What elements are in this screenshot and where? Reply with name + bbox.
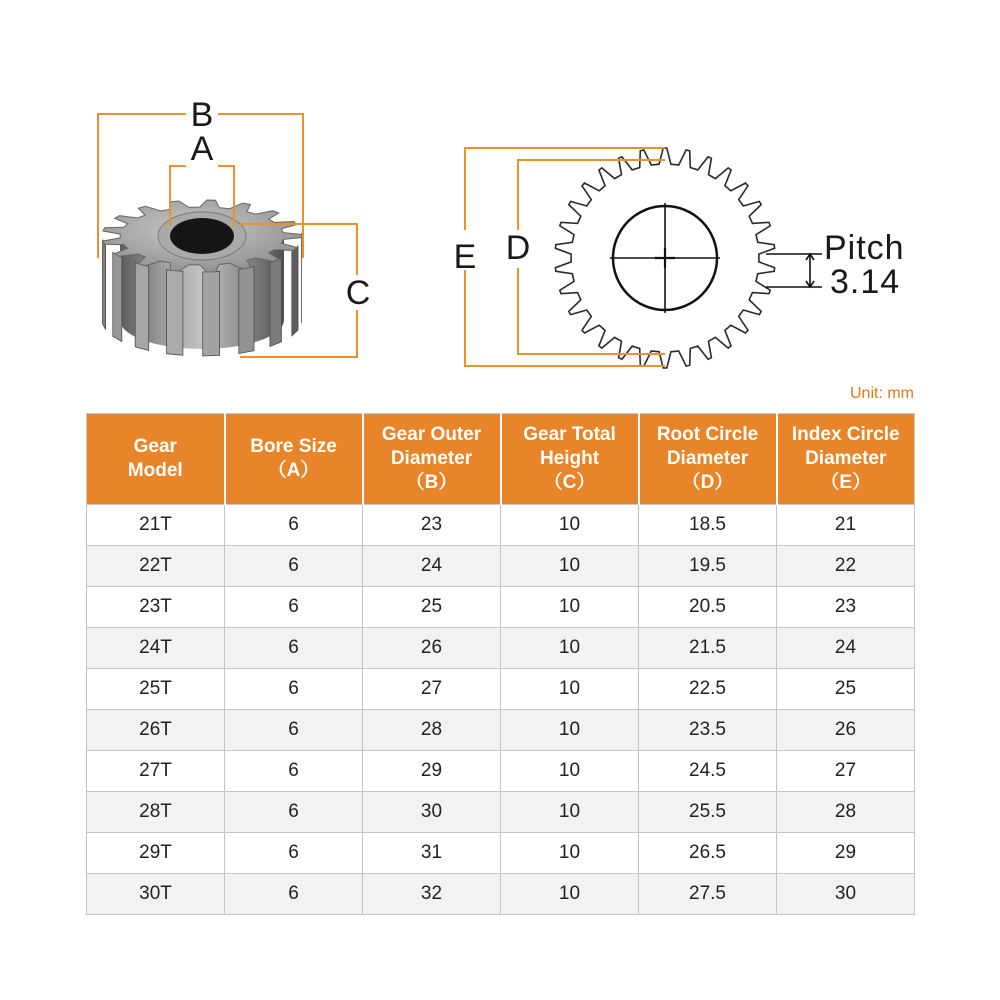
gear-drawing bbox=[555, 148, 774, 368]
table-cell: 29 bbox=[777, 833, 915, 874]
label-a: A bbox=[190, 130, 214, 168]
table-cell: 30 bbox=[363, 792, 501, 833]
table-row bbox=[87, 833, 915, 874]
gear-bore-hole bbox=[170, 218, 234, 254]
table-cell: 28 bbox=[777, 792, 915, 833]
dimension-line-d-top bbox=[518, 160, 665, 230]
table-cell: 19.5 bbox=[639, 546, 777, 587]
column-header bbox=[87, 414, 225, 505]
table-cell: 27 bbox=[777, 751, 915, 792]
table-cell: 25 bbox=[777, 669, 915, 710]
table-cell: 28T bbox=[87, 792, 225, 833]
gear-spec-table bbox=[86, 413, 915, 915]
table-cell: 21T bbox=[87, 505, 225, 546]
column-header bbox=[225, 414, 363, 505]
right-dimension-lines bbox=[465, 148, 665, 366]
table-row bbox=[87, 792, 915, 833]
table-cell: 30T bbox=[87, 874, 225, 915]
table-row bbox=[87, 505, 915, 546]
table-cell: 21.5 bbox=[639, 628, 777, 669]
column-header bbox=[777, 414, 915, 505]
table-cell: 6 bbox=[225, 833, 363, 874]
table-cell: 26 bbox=[363, 628, 501, 669]
table-cell: 10 bbox=[501, 874, 639, 915]
column-header-line: Gear Outer bbox=[381, 424, 482, 445]
table-cell: 24 bbox=[363, 546, 501, 587]
table-cell: 26T bbox=[87, 710, 225, 751]
table-cell: 6 bbox=[225, 505, 363, 546]
pitch-label: Pitch bbox=[824, 229, 905, 267]
table-header-row bbox=[87, 414, 915, 505]
column-header-line: Diameter bbox=[805, 448, 887, 469]
table-row bbox=[87, 874, 915, 915]
table-cell: 24.5 bbox=[639, 751, 777, 792]
column-header-line: Root Circle bbox=[656, 424, 759, 445]
table-cell: 26.5 bbox=[639, 833, 777, 874]
label-c: C bbox=[345, 274, 371, 312]
table-cell: 6 bbox=[225, 874, 363, 915]
table-cell: 23 bbox=[363, 505, 501, 546]
table-cell: 24T bbox=[87, 628, 225, 669]
table-row bbox=[87, 587, 915, 628]
column-header bbox=[501, 414, 639, 505]
table-cell: 29 bbox=[363, 751, 501, 792]
table-cell: 10 bbox=[501, 833, 639, 874]
column-header-line: Diameter bbox=[390, 448, 473, 469]
column-header bbox=[363, 414, 501, 505]
unit-label: Unit: mm bbox=[850, 385, 914, 402]
table-cell: 30 bbox=[777, 874, 915, 915]
table-cell: 10 bbox=[501, 628, 639, 669]
table-cell: 28 bbox=[363, 710, 501, 751]
dimension-line-d-bottom bbox=[518, 268, 665, 354]
table-row bbox=[87, 710, 915, 751]
table-cell: 27 bbox=[363, 669, 501, 710]
column-header-line: Bore Size bbox=[250, 436, 337, 457]
table-cell: 21 bbox=[777, 505, 915, 546]
table-cell: 18.5 bbox=[639, 505, 777, 546]
table-cell: 10 bbox=[501, 751, 639, 792]
table-cell: 23.5 bbox=[639, 710, 777, 751]
table-cell: 6 bbox=[225, 587, 363, 628]
label-b: B bbox=[190, 96, 214, 134]
column-header-line: （E） bbox=[820, 472, 872, 493]
column-header-line: Height bbox=[539, 448, 600, 469]
table-cell: 26 bbox=[777, 710, 915, 751]
column-header-line: Model bbox=[127, 460, 183, 481]
column-header-line: Gear Total bbox=[523, 424, 616, 445]
table-cell: 10 bbox=[501, 587, 639, 628]
dimension-line-e-bottom bbox=[465, 270, 665, 366]
table-cell: 6 bbox=[225, 751, 363, 792]
table-cell: 32 bbox=[363, 874, 501, 915]
table-cell: 10 bbox=[501, 505, 639, 546]
table-cell: 6 bbox=[225, 546, 363, 587]
table-cell: 24 bbox=[777, 628, 915, 669]
table-cell: 10 bbox=[501, 792, 639, 833]
table-row bbox=[87, 628, 915, 669]
gear-diagram bbox=[0, 0, 1000, 400]
table-row bbox=[87, 546, 915, 587]
table-row bbox=[87, 751, 915, 792]
table-body bbox=[87, 505, 915, 915]
table-cell: 22.5 bbox=[639, 669, 777, 710]
table-cell: 31 bbox=[363, 833, 501, 874]
table-row bbox=[87, 669, 915, 710]
table-cell: 6 bbox=[225, 628, 363, 669]
center-crosshair bbox=[610, 203, 720, 313]
table-cell: 25T bbox=[87, 669, 225, 710]
table-cell: 25 bbox=[363, 587, 501, 628]
column-header-line: （B） bbox=[405, 472, 458, 493]
table-cell: 23T bbox=[87, 587, 225, 628]
label-e: E bbox=[453, 238, 477, 276]
table-cell: 27T bbox=[87, 751, 225, 792]
table-cell: 10 bbox=[501, 669, 639, 710]
table-cell: 6 bbox=[225, 669, 363, 710]
table-cell: 10 bbox=[501, 710, 639, 751]
table-cell: 27.5 bbox=[639, 874, 777, 915]
column-header-line: （A） bbox=[267, 460, 320, 481]
table-cell: 6 bbox=[225, 710, 363, 751]
table-cell: 20.5 bbox=[639, 587, 777, 628]
table-cell: 23 bbox=[777, 587, 915, 628]
pitch-value: 3.14 bbox=[830, 263, 901, 301]
column-header-line: Index Circle bbox=[791, 424, 900, 445]
column-header-line: Gear bbox=[133, 436, 177, 457]
table-cell: 22 bbox=[777, 546, 915, 587]
table-cell: 6 bbox=[225, 792, 363, 833]
column-header-line: （D） bbox=[681, 472, 734, 493]
column-header bbox=[639, 414, 777, 505]
table-cell: 22T bbox=[87, 546, 225, 587]
table-cell: 10 bbox=[501, 546, 639, 587]
column-header-line: （C） bbox=[543, 472, 596, 493]
table-cell: 29T bbox=[87, 833, 225, 874]
label-d: D bbox=[505, 229, 531, 267]
column-header-line: Diameter bbox=[666, 448, 749, 469]
table-cell: 25.5 bbox=[639, 792, 777, 833]
